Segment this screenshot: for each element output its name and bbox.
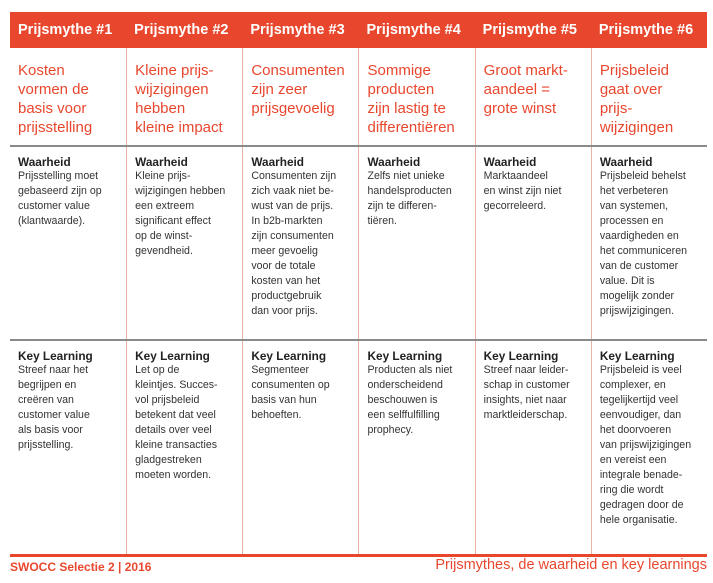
truth-label: Waarheid bbox=[135, 155, 188, 169]
myth-row bbox=[10, 48, 707, 147]
myth-statement: Kosten vormen de basis voor prijsstelling bbox=[18, 62, 93, 136]
header-row bbox=[10, 12, 707, 48]
myth-statement: Consumenten zijn zeer prijsgevoelig bbox=[242, 48, 358, 145]
truth-row bbox=[10, 147, 707, 341]
column-header: Prijsmythe #5 bbox=[482, 22, 577, 38]
truth-label: Waarheid bbox=[483, 155, 537, 169]
learning-text: Producten als niet onderscheidend beschouwen is een selffulfilling prophecy. bbox=[367, 364, 453, 436]
column-header: Prijsmythe #6 bbox=[598, 22, 694, 38]
learning-label: Key Learning bbox=[135, 349, 210, 363]
learning-label: Key Learning bbox=[599, 349, 675, 363]
learning-cell bbox=[126, 341, 242, 554]
column-header: Prijsmythe #4 bbox=[366, 22, 461, 38]
truth-cell bbox=[126, 147, 242, 339]
learning-text: Streef naar het begrijpen en creëren van customer value als basis voor prijsstelling. bbox=[18, 364, 90, 451]
myth-statement: Prijsbeleid gaat over prijs- wijzigingen bbox=[591, 48, 707, 145]
learning-cell bbox=[242, 341, 358, 554]
learning-cell bbox=[591, 341, 707, 554]
truth-cell bbox=[242, 147, 358, 339]
page-footer bbox=[10, 556, 707, 578]
truth-cell bbox=[591, 147, 707, 339]
column-header: Prijsmythe #3 bbox=[250, 22, 345, 38]
truth-text: Consumenten zijn zich vaak niet be- wust van de prijs. In b2b-markten zijn consumenten meer gevoelig voor de totale kosten van het productgebruik dan voor prijs. bbox=[251, 170, 337, 317]
learning-cell bbox=[358, 341, 474, 554]
truth-text: Kleine prijs- wijzigingen hebben een extreem significant effect op de winst- gevendheid. bbox=[135, 170, 226, 257]
footer-title: Prijsmythes, de waarheid en key learnings bbox=[435, 557, 707, 573]
truth-text: Marktaandeel en winst zijn niet gecorreleerd. bbox=[483, 170, 562, 212]
learning-text: Prijsbeleid is veel complexer, en tegelijkertijd veel eenvoudiger, dan het doorvoeren van prijswijzigingen en vereist een integrale benade- ring die wordt gedragen door de hele organisatie. bbox=[599, 364, 692, 526]
learning-label: Key Learning bbox=[251, 349, 327, 363]
footer-publication: SWOCC Selectie 2 | 2016 bbox=[10, 560, 152, 574]
truth-text: Prijsstelling moet gebaseerd zijn op customer value (klantwaarde). bbox=[18, 170, 102, 227]
learning-text: Let op de kleintjes. Succes- vol prijsbeleid betekent dat veel details over veel kleine transacties gladgestreken moeten worden. bbox=[135, 364, 218, 481]
learning-text: Streef naar leider- schap in customer insights, niet naar marktleiderschap. bbox=[483, 364, 570, 421]
learning-text: Segmenteer consumenten op basis van hun behoeften. bbox=[251, 364, 330, 421]
learning-row bbox=[10, 341, 707, 557]
truth-cell bbox=[475, 147, 591, 339]
learning-label: Key Learning bbox=[367, 349, 443, 363]
learning-label: Key Learning bbox=[18, 349, 93, 363]
myth-statement: Kleine prijs- wijzigingen hebben kleine impact bbox=[126, 48, 242, 145]
truth-text: Zelfs niet unieke handelsproducten zijn te differen- tiëren. bbox=[367, 170, 452, 227]
learning-label: Key Learning bbox=[483, 349, 559, 363]
myth-statement: Sommige producten zijn lastig te differentiëren bbox=[358, 48, 474, 145]
truth-cell bbox=[358, 147, 474, 339]
column-header: Prijsmythe #2 bbox=[134, 22, 229, 38]
truth-label: Waarheid bbox=[599, 155, 653, 169]
column-header: Prijsmythe #1 bbox=[18, 22, 113, 38]
truth-cell bbox=[10, 147, 126, 339]
truth-text: Prijsbeleid behelst het verbeteren van systemen, processen en vaardigheden en het communiceren van de customer value. Dit is mogelijk zonder prijswijzigingen. bbox=[599, 170, 687, 317]
learning-cell bbox=[10, 341, 126, 554]
truth-label: Waarheid bbox=[367, 155, 421, 169]
learning-cell bbox=[475, 341, 591, 554]
truth-label: Waarheid bbox=[251, 155, 304, 169]
myth-statement: Groot markt- aandeel = grote winst bbox=[475, 48, 591, 145]
myths-table bbox=[10, 12, 707, 557]
truth-label: Waarheid bbox=[18, 155, 71, 169]
